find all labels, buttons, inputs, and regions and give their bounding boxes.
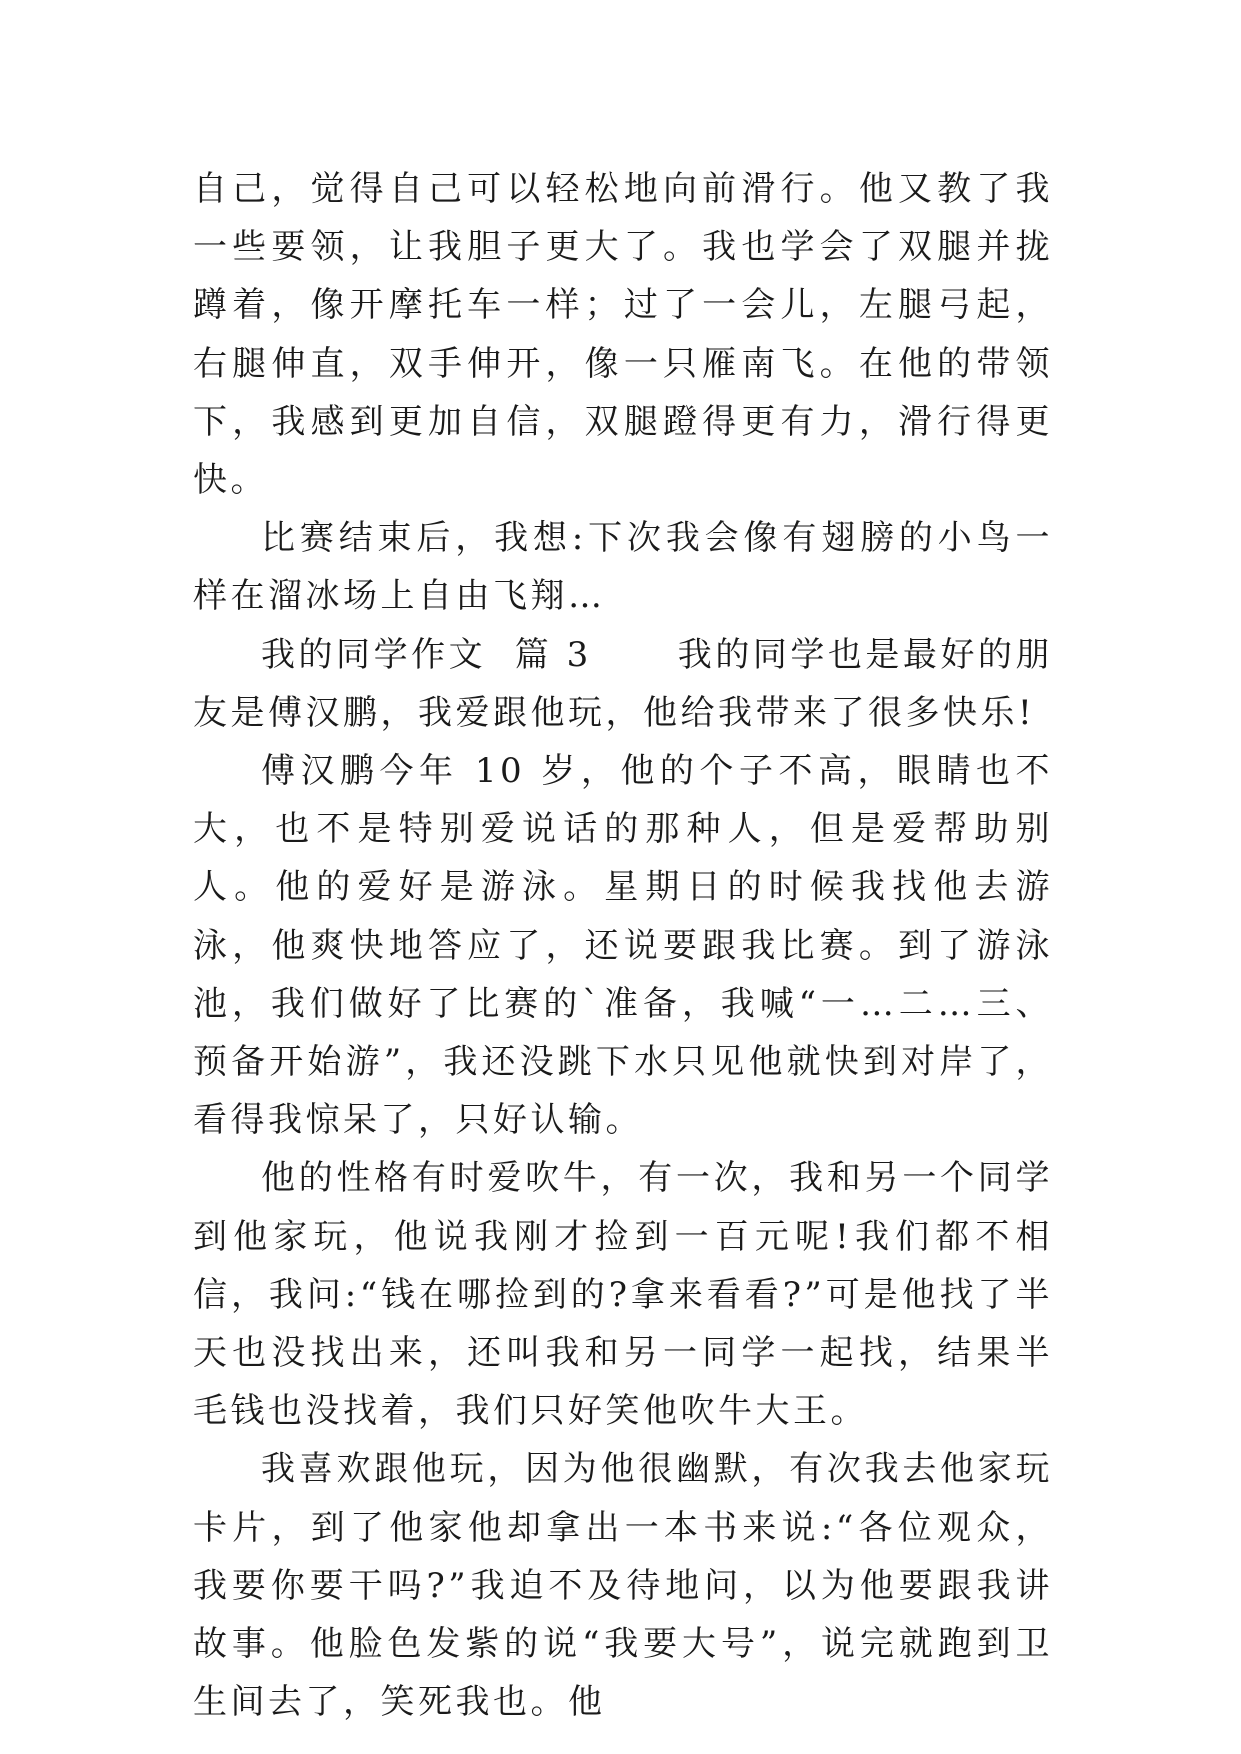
- paragraph-6: 我喜欢跟他玩，因为他很幽默，有次我去他家玩卡片，到了他家他却拿出一本书来说:“各位观众，我要你要干吗?”我迫不及待地问，以为他要跟我讲故事。他脸色发紫的说“我要大号”，说完就跑到卫生间去了，笑死我也。他: [193, 1449, 1053, 1723]
- body-text: [193, 160, 1053, 1731]
- paragraph-3: [193, 626, 1053, 742]
- paragraph-2: 比赛结束后，我想:下次我会像有翅膀的小鸟一样在溜冰场上自由飞翔…: [193, 518, 1053, 617]
- paragraph-5: 他的性格有时爱吹牛，有一次，我和另一个同学到他家玩，他说我刚才捡到一百元呢!我们都不相信，我问:“钱在哪捡到的?拿来看看?”可是他找了半天也没找出来，还叫我和另一同学一起找，结果半毛钱也没找着，我们只好笑他吹牛大王。: [193, 1158, 1053, 1432]
- section-heading: 我的同学作文 篇 3: [261, 634, 592, 675]
- paragraph-3-text: 我的同学也是最好的朋友是傅汉鹏，我爱跟他玩，他给我带来了很多快乐!: [193, 634, 1054, 733]
- paragraph-4: 傅汉鹏今年 10 岁，他的个子不高，眼睛也不大，也不是特别爱说话的那种人，但是爱帮助别人。他的爱好是游泳。星期日的时候我找他去游泳，他爽快地答应了，还说要跟我比赛。到了游泳池，我们做好了比赛的`准备，我喊“一…二…三、预备开始游”，我还没跳下水只见他就快到对岸了，看得我惊呆了，只好认输。: [193, 751, 1053, 1141]
- paragraph-1: 自己，觉得自己可以轻松地向前滑行。他又教了我一些要领，让我胆子更大了。我也学会了双腿并拢蹲着，像开摩托车一样；过了一会儿，左腿弓起，右腿伸直，双手伸开，像一只雁南飞。在他的带领下，我感到更加自信，双腿蹬得更有力，滑行得更快。: [193, 169, 1053, 501]
